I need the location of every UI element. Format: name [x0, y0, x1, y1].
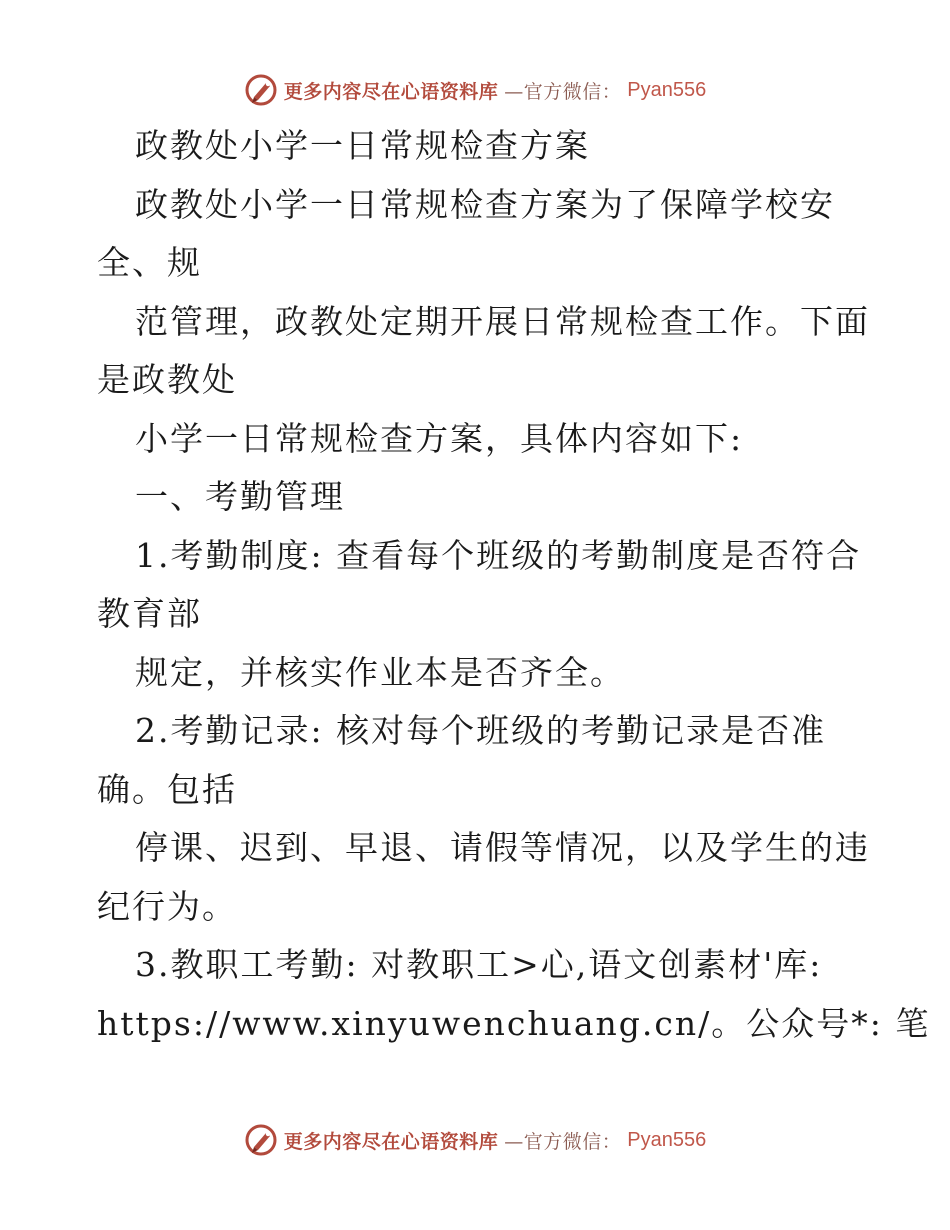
banner-wechat-label: —官方微信：	[504, 80, 622, 103]
paragraph-line: 纪行为。	[97, 886, 237, 926]
document-body	[97, 117, 931, 1053]
paragraph-line: 停课、迟到、早退、请假等情况，以及学生的违	[135, 828, 870, 867]
paragraph-line: 2.考勤记录: 核对每个班级的考勤记录是否准	[135, 711, 827, 750]
paragraph-line: https://www.xinyuwenchuang.cn/。公众号*: 笔	[97, 1003, 931, 1043]
paragraph-line: 政教处小学一日常规检查方案为了保障学校安	[135, 184, 835, 224]
paragraph-line: 是政教处	[97, 360, 237, 399]
paragraph-line: 全、规	[97, 243, 202, 282]
paragraph-line: 规定，并核实作业本是否齐全。	[135, 652, 625, 692]
footer-banner	[0, 1120, 950, 1160]
paragraph-line: 确。包括	[97, 769, 237, 809]
banner-wechat-id: Pyan556	[627, 78, 707, 101]
paragraph-line: 3.教职工考勤: 对教职工>心,语文创素材'库:	[135, 945, 823, 984]
banner-brand-text: 更多内容尽在心语资料库	[283, 80, 499, 103]
banner-brand-text: 更多内容尽在心语资料库	[283, 1130, 499, 1153]
section-heading: 一、考勤管理	[135, 477, 345, 516]
paragraph-line: 范管理，政教处定期开展日常规检查工作。下面	[135, 301, 870, 341]
document-title: 政教处小学一日常规检查方案	[135, 126, 590, 165]
pen-logo-icon	[244, 1123, 278, 1157]
pen-logo-icon	[244, 73, 278, 107]
paragraph-line: 1.考勤制度: 查看每个班级的考勤制度是否符合	[135, 535, 862, 575]
banner-wechat-label: —官方微信：	[504, 1130, 622, 1153]
banner-wechat-id: Pyan556	[627, 1128, 707, 1151]
paragraph-line: 教育部	[97, 594, 202, 633]
paragraph-line: 小学一日常规检查方案，具体内容如下:	[135, 418, 744, 458]
header-banner	[0, 70, 950, 110]
